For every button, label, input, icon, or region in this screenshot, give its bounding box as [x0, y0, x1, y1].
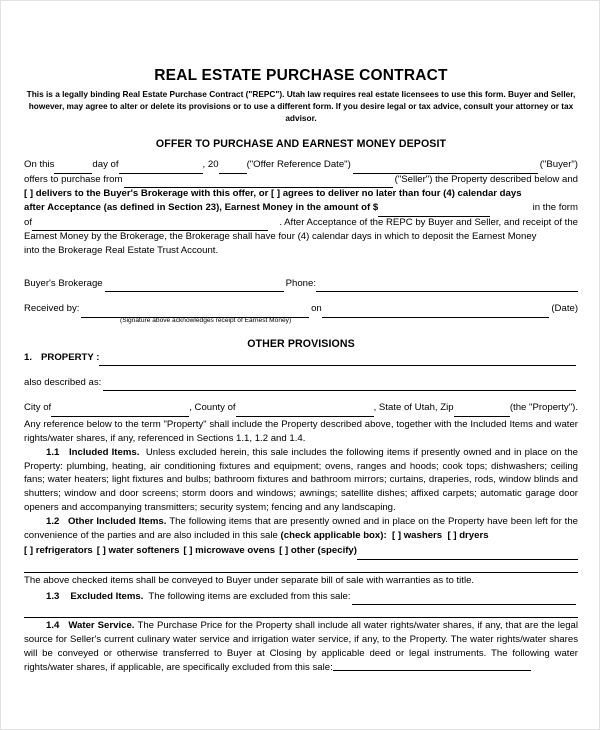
- section-1-4-body: The Purchase Price for the Property shall include all water rights/water shares, if any, that are the legal source for Seller's current culinary water service and irrigation water service, if any, to the Property. The water rights/water shares will be conveyed or otherwise transferred to Buyer at Closing by applicable deed or legal instruments. The following water rights/water shares, if applicable, are specifically excluded from this sale:: [24, 619, 579, 673]
- on-label: on: [311, 303, 322, 315]
- property-suffix-label: (the "Property").: [509, 402, 578, 414]
- checkbox-refrigerators[interactable]: [ ] refrigerators: [24, 545, 93, 557]
- other-items-input[interactable]: [357, 550, 578, 559]
- in-the-form-label: in the form: [532, 202, 578, 214]
- offer-delivery-text: [ ] delivers to the Buyer's Brokerage with this offer, or [ ] agrees to deliver no later than four (4) calendar days: [24, 188, 522, 200]
- offer-form-of-payment-line: [24, 216, 578, 230]
- also-described-label: also described as:: [24, 376, 102, 388]
- property-reference-paragraph: Any reference below to the term "Property" shall include the Property described above, together with the Included Items and water rights/water shares, if any, referenced in Sections 1.1, 1.2 and 1.4.: [24, 418, 578, 444]
- received-date-input[interactable]: [322, 308, 550, 317]
- phone-label: Phone:: [285, 277, 316, 289]
- on-this-label: On this: [24, 159, 55, 171]
- county-label: , County of: [189, 402, 236, 414]
- signature-caption: (Signature above acknowledges receipt of Earnest Money): [120, 316, 292, 324]
- offer-seller-line: [24, 173, 578, 187]
- checkbox-microwave-ovens[interactable]: [ ] microwave ovens: [183, 545, 276, 557]
- document-preamble: This is a legally binding Real Estate Purchase Contract ("REPC"). Utah law requires real estate licensees to use this form. Buyer and Seller, however, may agree to alter or delete its provisions or to use a different form. If you desire legal or tax advice, consult your attorney or tax advisor.: [26, 89, 576, 123]
- phone-input[interactable]: [316, 283, 578, 292]
- offer-reference-date-label: ("Offer Reference Date"): [246, 159, 351, 171]
- section-1-3-row: [24, 590, 578, 604]
- other-items-input-line-2[interactable]: [24, 559, 578, 573]
- excluded-items-input-line-2[interactable]: [24, 604, 578, 618]
- date-label: (Date): [551, 303, 579, 315]
- seller-label: ("Seller") the Property described below and: [394, 173, 578, 185]
- checkbox-other-specify[interactable]: [ ] other (specify): [279, 545, 357, 557]
- section-1-2-closing: The above checked items shall be conveyed to Buyer under separate bill of sale with warranties as to title.: [24, 574, 475, 586]
- checkbox-water-softeners[interactable]: [ ] water softeners: [96, 545, 180, 557]
- brokerage-phone-row: [24, 277, 578, 291]
- month-input[interactable]: [119, 165, 203, 174]
- buyers-brokerage-input[interactable]: [105, 283, 284, 292]
- also-described-input[interactable]: [103, 382, 576, 391]
- section-1-4-number: 1.4: [46, 619, 60, 631]
- section-1-4-paragraph: [24, 619, 578, 675]
- section-1-2-body: The following items that are presently owned and in place on the Property have been left for the convenience of the parties and are also included in this sale: [24, 516, 579, 542]
- section-1-4-title: Water Service.: [68, 619, 135, 631]
- section-1-1-title: Included Items.: [68, 446, 140, 458]
- property-row: [24, 351, 578, 365]
- offer-trust-account-paragraph: into the Brokerage Real Estate Trust Account.: [24, 244, 219, 256]
- received-by-row: [24, 302, 578, 316]
- offer-deposit-paragraph: Earnest Money by the Brokerage, the Brokerage shall have four (4) calendar days in which to deposit the Earnest Money: [24, 230, 537, 242]
- section-1-3-number: 1.3: [46, 590, 60, 602]
- after-acceptance-label: . After Acceptance of the REPC by Buyer and Seller, and receipt of the: [279, 216, 578, 228]
- excluded-items-input[interactable]: [352, 596, 576, 605]
- brokerage-receipt-block: [24, 277, 578, 325]
- check-applicable-box-label: (check applicable box): [280, 530, 384, 542]
- of-label: of: [24, 216, 33, 228]
- section-1-2-paragraph: [24, 515, 578, 543]
- offer-date-line: [24, 158, 578, 172]
- day-of-label: day of: [92, 159, 119, 171]
- state-zip-label: , State of Utah, Zip: [373, 402, 454, 414]
- offers-to-purchase-label: offers to purchase from: [24, 173, 123, 185]
- section-1-1-paragraph: [24, 446, 578, 516]
- offer-block: [24, 158, 578, 257]
- offer-earnest-money-line: [24, 201, 578, 215]
- city-label: City of: [24, 402, 52, 414]
- received-by-label: Received by:: [24, 303, 80, 315]
- section-1-1-body: Unless excluded herein, this sale includes the following items if presently owned and in place on the Property: plumbing, heating, air conditioning fixtures and equipment; ovens, ranges and hoods; cook tops; dishwashers; ceiling fans; water heaters; light fixtures and bulbs; bathroom fixtures and bathroom mirrors; curtains, draperies, rods, window blinds and shutters; window and door screens; storm doors and windows; awnings; satellite dishes; affixed carpets; automatic garage door openers and accompanying transmitters; security system; fencing and any landscaping.: [24, 446, 578, 514]
- section-1-2-title: Other Included Items.: [67, 516, 167, 528]
- county-input[interactable]: [236, 408, 374, 417]
- property-label: PROPERTY :: [41, 351, 100, 363]
- buyers-brokerage-label: Buyer's Brokerage: [24, 277, 103, 289]
- also-described-row: [24, 376, 578, 390]
- page-title: REAL ESTATE PURCHASE CONTRACT: [154, 67, 448, 84]
- section-1-3-body: The following items are excluded from this sale:: [148, 590, 351, 602]
- excluded-water-rights-input[interactable]: [333, 662, 531, 671]
- zip-input[interactable]: [454, 408, 510, 417]
- section-1-2-checkbox-row: [24, 544, 578, 558]
- section-1-2-number: 1.2: [46, 516, 60, 528]
- offer-section-heading: OFFER TO PURCHASE AND EARNEST MONEY DEPOSIT: [155, 138, 447, 151]
- year-prefix-label: , 20: [202, 159, 219, 171]
- other-provisions-heading: OTHER PROVISIONS: [247, 337, 355, 350]
- section-1-2-colon: :: [383, 530, 387, 542]
- city-input[interactable]: [51, 408, 189, 417]
- year-input[interactable]: [219, 165, 247, 174]
- checkbox-washers[interactable]: [ ] washers: [392, 530, 443, 542]
- buyer-label: ("Buyer"): [539, 159, 578, 171]
- property-address-input[interactable]: [99, 357, 576, 366]
- section-1-1-number: 1.1: [46, 446, 60, 458]
- earnest-money-amount-label: after Acceptance (as defined in Section 23), Earnest Money in the amount of $: [24, 202, 379, 214]
- property-number: 1.: [24, 351, 33, 363]
- city-county-zip-row: [24, 401, 578, 415]
- offer-delivery-line: [24, 187, 578, 201]
- checkbox-dryers[interactable]: [ ] dryers: [447, 530, 489, 542]
- document-sheet: [24, 1, 578, 675]
- section-1-3-title: Excluded Items.: [70, 590, 144, 602]
